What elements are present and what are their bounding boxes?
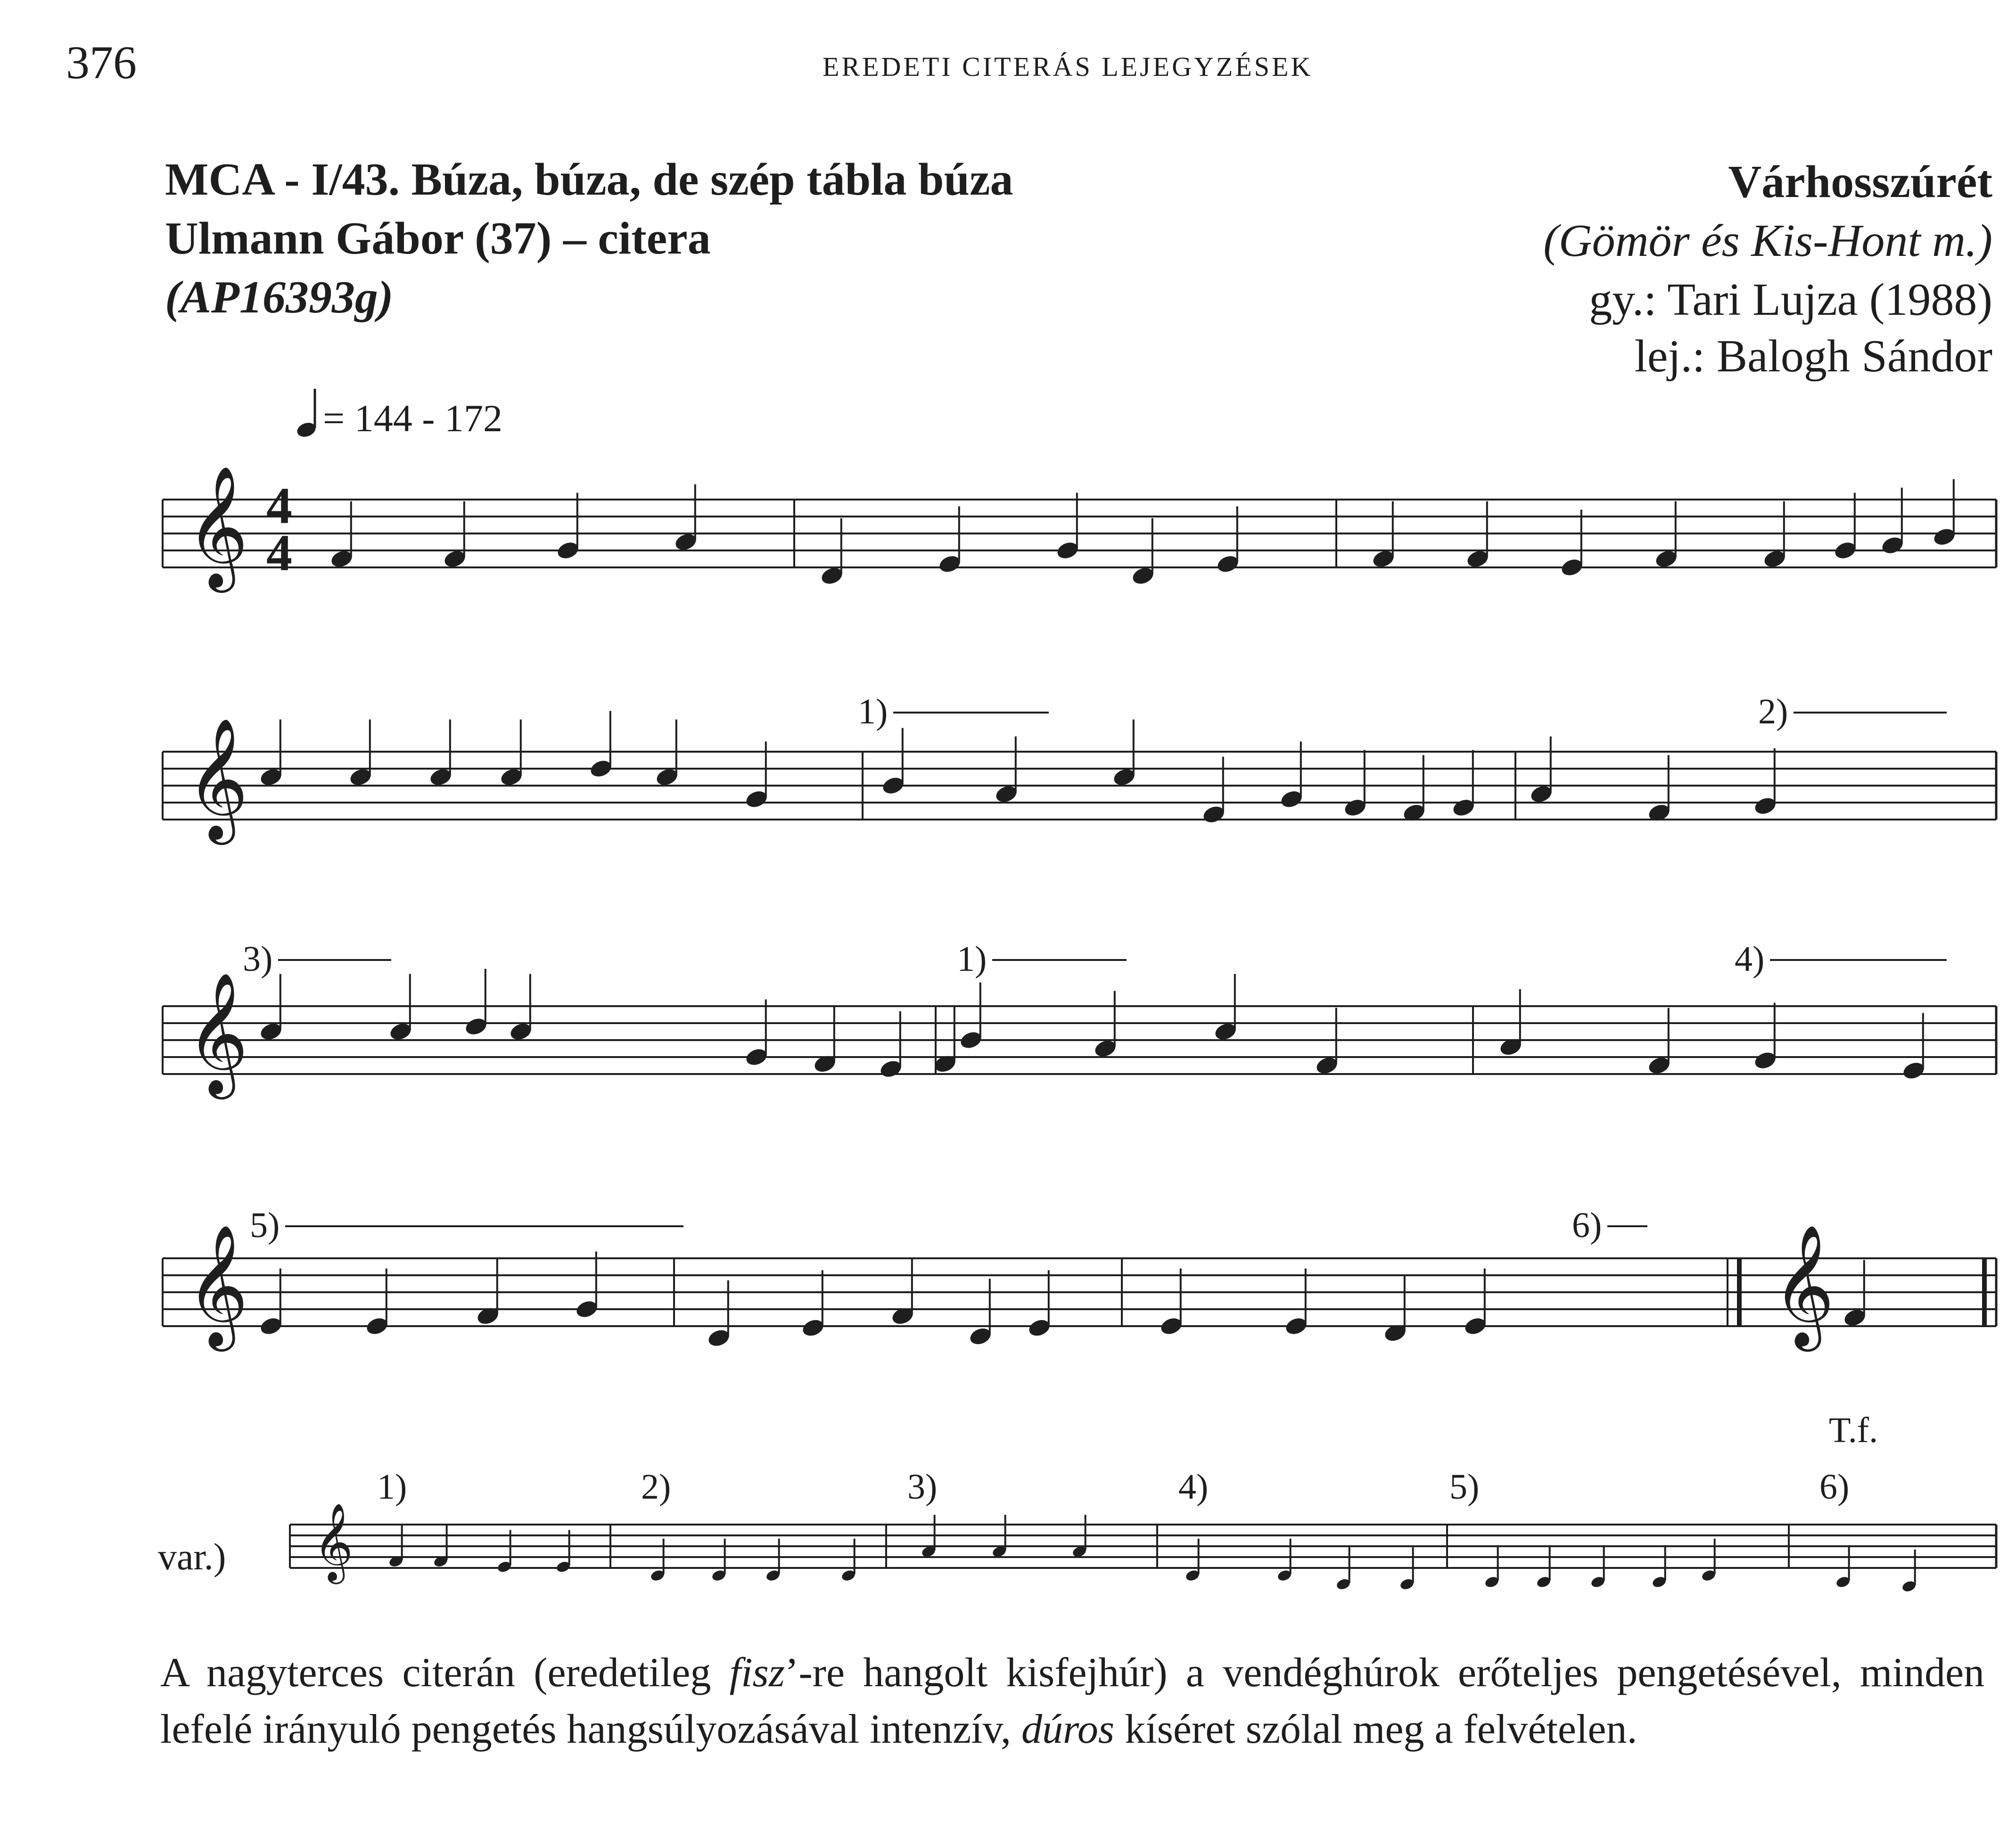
place-name: Várhosszúrét [1728,156,1992,207]
commentary-italic-2: dúros [1021,1706,1115,1752]
marker-2-system2: 2) [1758,692,1788,731]
treble-clef-icon: 𝄞 [186,717,248,840]
marker-1-system2: 1) [858,692,888,731]
quarter-note-icon [295,389,317,439]
marker-6-system4: 6) [1572,1206,1602,1245]
time-signature-top: 4 [266,477,292,534]
running-head: EREDETI CITERÁS LEJEGYZÉSEK [823,51,1313,82]
page-number: 376 [66,36,137,89]
marker-4-system3: 4) [1735,939,1765,979]
tempo-marking: = 144 - 172 [323,397,503,440]
collector-credit: gy.: Tari Lujza (1988) [1589,274,1992,325]
tf-label: T.f. [1829,1411,1878,1450]
treble-clef-icon: 𝄞 [186,971,248,1094]
staff-systems [163,465,1996,1584]
variant-number-1: 1) [377,1467,407,1507]
treble-clef-icon: 𝄞 [313,1502,354,1581]
treble-clef-icon: 𝄞 [186,465,248,588]
song-title: MCA - I/43. Búza, búza, de szép tábla búza [165,154,1013,205]
commentary-text-2: ’-re hangolt kisfejhúr) a vendéghúrok erőteljes pengetésével, minden lefelé irányuló pengetés hangsúlyozásával intenzív, [160,1650,1985,1752]
performer: Ulmann Gábor (37) – citera [165,213,711,264]
variant-number-4: 4) [1178,1467,1209,1507]
treble-clef-icon: 𝄞 [1772,1223,1835,1346]
commentary-paragraph [160,1645,1984,1758]
variant-number-5: 5) [1449,1467,1480,1507]
variant-number-6: 6) [1819,1467,1850,1507]
variants-label: var.) [158,1536,226,1578]
marker-3-system3: 3) [243,939,273,979]
archive-code: (AP16393g) [165,272,394,323]
transcriber-credit: lej.: Balogh Sándor [1634,331,1992,382]
variant-number-2: 2) [641,1467,671,1507]
treble-clef-icon: 𝄞 [186,1223,248,1346]
commentary-italic-1: fisz [729,1650,785,1696]
time-signature-bottom: 4 [266,524,292,582]
county-name: (Gömör és Kis-Hont m.) [1543,215,1992,266]
variant-number-3: 3) [907,1467,938,1507]
marker-5-system4: 5) [250,1206,280,1245]
marker-1-system3: 1) [957,939,987,979]
note-heads [259,479,1957,1593]
commentary-text-3: kíséret szólal meg a felvételen. [1114,1706,1637,1752]
commentary-text-1: A nagyterces citerán (eredetileg [160,1650,730,1696]
